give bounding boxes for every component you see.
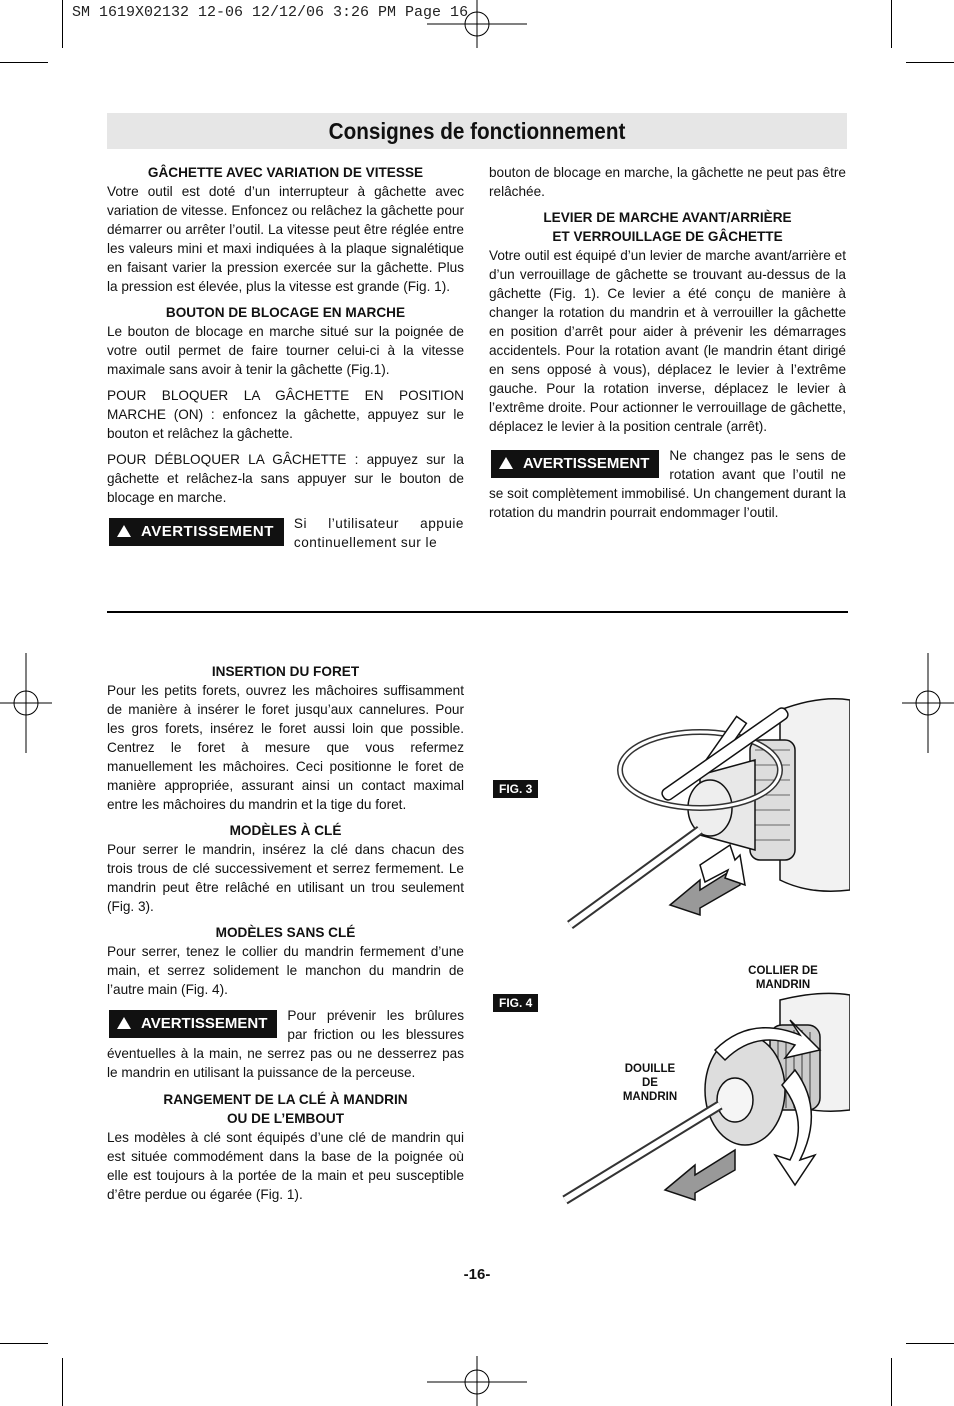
fig4-keyless-chuck-illustration [550,990,850,1210]
fig4-label: FIG. 4 [493,994,538,1012]
fig3-keyed-chuck-illustration [550,690,850,935]
heading-key-storage: RANGEMENT DE LA CLÉ À MANDRIN OU DE L’EMBOUT [163,1092,408,1126]
paragraph: POUR DÉBLOQUER LA GÂCHETTE : appuyez sur la gâchette et relâchez-la sans appuyer sur le bouton de blocage en marche. [107,452,464,505]
paragraph: bouton de blocage en marche, la gâchette ne peut pas être relâchée. [489,165,846,199]
sleeve-callout: DOUILLE DE MANDRIN [622,1063,678,1103]
warning-triangle-icon [117,1017,131,1029]
heading-bit-insertion: INSERTION DU FORET [211,664,360,679]
warning-block: AVERTISSEMENT Pour prévenir les brûlures par friction ou les blessures éventuelles à la main, ne serrez pas ou ne desserrez pas le mandrin en utilisant la puissance de la perceuse. [107,1008,464,1080]
printer-slug: SM 1619X02132 12-06 12/12/06 3:26 PM Page 16 [72,4,469,21]
warning-block: AVERTISSEMENT Ne changez pas le sens de rotation avant que l’outil ne se soit complètement immobilisé. Un changement durant la rotation du mandrin pourrait endommager l’outil. [489,448,846,520]
page-number: -16- [463,1266,491,1283]
paragraph: Votre outil est équipé d’un levier de marche avant/arrière et d’un verrouillage de gâchette se trouvant au-dessus de la gâchette (Fig. 1). Ce levier a été conçu de manière à changer la rotation du mandrin et à verrouiller la gâchette en position d’arrêt pour aider à prévenir les démarrages accidentels. Pour la rotation avant (le mandrin étant dirigé en sens opposé à vous), déplacez le levier à l’extrême gauche. Pour la rotation inverse, déplacez le levier à l’extrême droite. Pour actionner le verrouillage de gâchette, déplacez le levier à la position centrale (arrêt). [489,248,846,434]
paragraph: Pour serrer, tenez le collier du mandrin fermement d’une main, et serrez solidement le manchon du mandrin de l’autre main (Fig. 4). [107,944,464,997]
collar-callout: COLLIER DE MANDRIN [748,965,818,991]
bottom-column [107,662,464,1211]
warning-block: AVERTISSEMENT Si l’utilisateur appuie continuellement sur le [107,514,464,552]
paragraph: Les modèles à clé sont équipés d’une clé de mandrin qui est située commodément dans la base de la poignée où elle est toujours à la portée de la main et peu susceptible d’être perdue ou égarée (Fig. 1). [107,1130,464,1202]
paragraph: Pour les petits forets, ouvrez les mâchoires suffisamment de manière à insérer le foret jusqu’aux cannelures. Pour les gros forets, insérez le foret aussi loin que possible. Centrez le foret à mesure que vous refermez manuellement les mâchoires. Ceci positionne le foret de manière appropriée, assurant ainsi un contact maximal entre les mâchoires du mandrin et la tige du foret. [107,683,464,812]
warning-badge: AVERTISSEMENT [491,450,659,478]
heading-lock-on-button: BOUTON DE BLOCAGE EN MARCHE [165,305,406,320]
heading-keyless-models: MODÈLES SANS CLÉ [215,925,356,940]
left-column [107,163,464,559]
section-title-bar [107,113,847,149]
warning-triangle-icon [499,457,513,469]
warning-triangle-icon [117,525,131,537]
paragraph: Le bouton de blocage en marche situé sur la poignée de votre outil permet de faire tourner celui-ci à la vitesse maximale sans avoir à tenir la gâchette (Fig.1). [107,324,464,377]
warning-badge: AVERTISSEMENT [109,518,284,546]
heading-keyed-models: MODÈLES À CLÉ [229,823,342,838]
paragraph: Votre outil est doté d’un interrupteur à gâchette avec variation de vitesse. Enfoncez ou relâchez la gâchette pour démarrer ou arrêter l’outil. La vitesse peut être réglée entre les valeurs mini et maxi indiquées à la plaque signalétique en faisant varier la pression exercée sur la gâchette. Plus la pression est élevée, plus la vitesse est grande (Fig. 1). [107,184,464,294]
paragraph: POUR BLOQUER LA GÂCHETTE EN POSITION MARCHE (ON) : enfoncez la gâchette, appuyez sur le bouton et relâchez la gâchette. [107,388,464,441]
paragraph: Pour serrer le mandrin, insérez la clé dans chacun des trois trous de clé successivement et serrez fermement. Le mandrin peut être relâché en utilisant un trou seulement (Fig. 3). [107,842,464,914]
right-column [489,163,846,529]
heading-forward-reverse: LEVIER DE MARCHE AVANT/ARRIÈRE ET VERROUILLAGE DE GÂCHETTE [543,210,792,244]
heading-variable-speed: GÂCHETTE AVEC VARIATION DE VITESSE [147,165,424,180]
warning-badge: AVERTISSEMENT [109,1010,277,1038]
fig3-label: FIG. 3 [493,780,538,798]
section-divider [107,611,848,613]
page-title: Consignes de fonctionnement [328,118,626,144]
